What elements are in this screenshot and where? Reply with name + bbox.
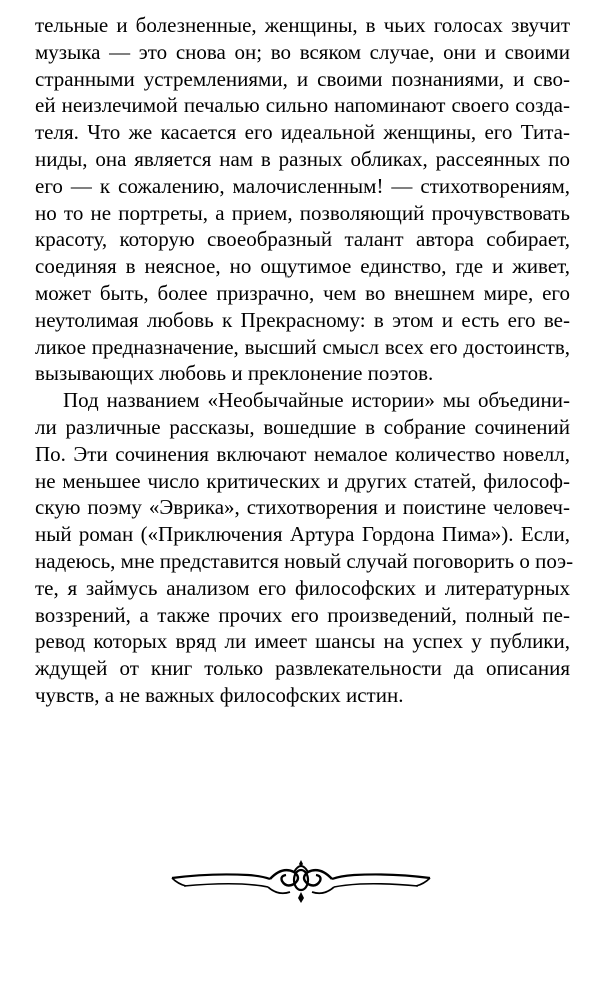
decorative-ornament-icon <box>170 856 432 908</box>
text-line: неутолимая любовь к Прекрасному: в этом и есть его ве- <box>35 307 570 332</box>
text-line: ждущей от книг только развлекательности да описания <box>35 656 570 681</box>
text-line: вызывающих любовь и преклонение поэтов. <box>35 361 434 386</box>
text-line: странными устремлениями, и своими познаниями, и сво- <box>35 66 570 91</box>
text-line: ей неизлечимой печалью сильно напоминают своего созда- <box>35 93 570 118</box>
text-line: скую поэму «Эврика», стихотворения и поистине человеч- <box>35 495 570 520</box>
text-line: тельные и болезненные, женщины, в чьих голосах звучит <box>35 13 570 37</box>
text-line: те, я займусь анализом его философских и литературных <box>35 575 570 600</box>
text-line: его — к сожалению, малочисленным! — стихотворениям, <box>35 173 570 198</box>
text-line: не меньшее число критических и других статей, философ- <box>35 468 570 493</box>
text-line: Под названием «Необычайные истории» мы объедини- <box>63 388 570 413</box>
text-line: ный роман («Приключения Артура Гордона Пима»). Если, <box>35 522 570 547</box>
text-line: может быть, более призрачно, чем во внешнем мире, его <box>35 280 570 305</box>
text-line: По. Эти сочинения включают немалое количество новелл, <box>35 441 570 466</box>
text-line: ревод которых вряд ли имеет шансы на успех у публики, <box>35 629 570 654</box>
paragraph-1 <box>35 12 570 387</box>
paragraph-2 <box>35 387 574 709</box>
text-line: соединяя в неясное, но ощутимое единство, где и живет, <box>35 254 570 279</box>
text-line: но то не портреты, а прием, позволяющий прочувствовать <box>35 200 570 225</box>
text-line: ниды, она является нам в разных обликах, рассеянных по <box>35 146 570 171</box>
text-line: ли различные рассказы, вошедшие в собрание сочинений <box>35 414 570 439</box>
text-line: ликое предназначение, высший смысл всех его достоинств, <box>35 334 570 359</box>
text-line: чувств, а не важных философских истин. <box>35 682 404 707</box>
text-line: теля. Что же касается его идеальной женщины, его Тита- <box>35 120 570 145</box>
text-line: музыка — это снова он; во всяком случае, они и своими <box>35 39 570 64</box>
text-line: красоту, которую своеобразный талант автора собирает, <box>35 227 570 252</box>
body-text <box>35 12 574 709</box>
text-line: надеюсь, мне представится новый случай поговорить о поэ- <box>35 548 574 573</box>
text-line: воззрений, а также прочих его произведений, полный пе- <box>35 602 570 627</box>
